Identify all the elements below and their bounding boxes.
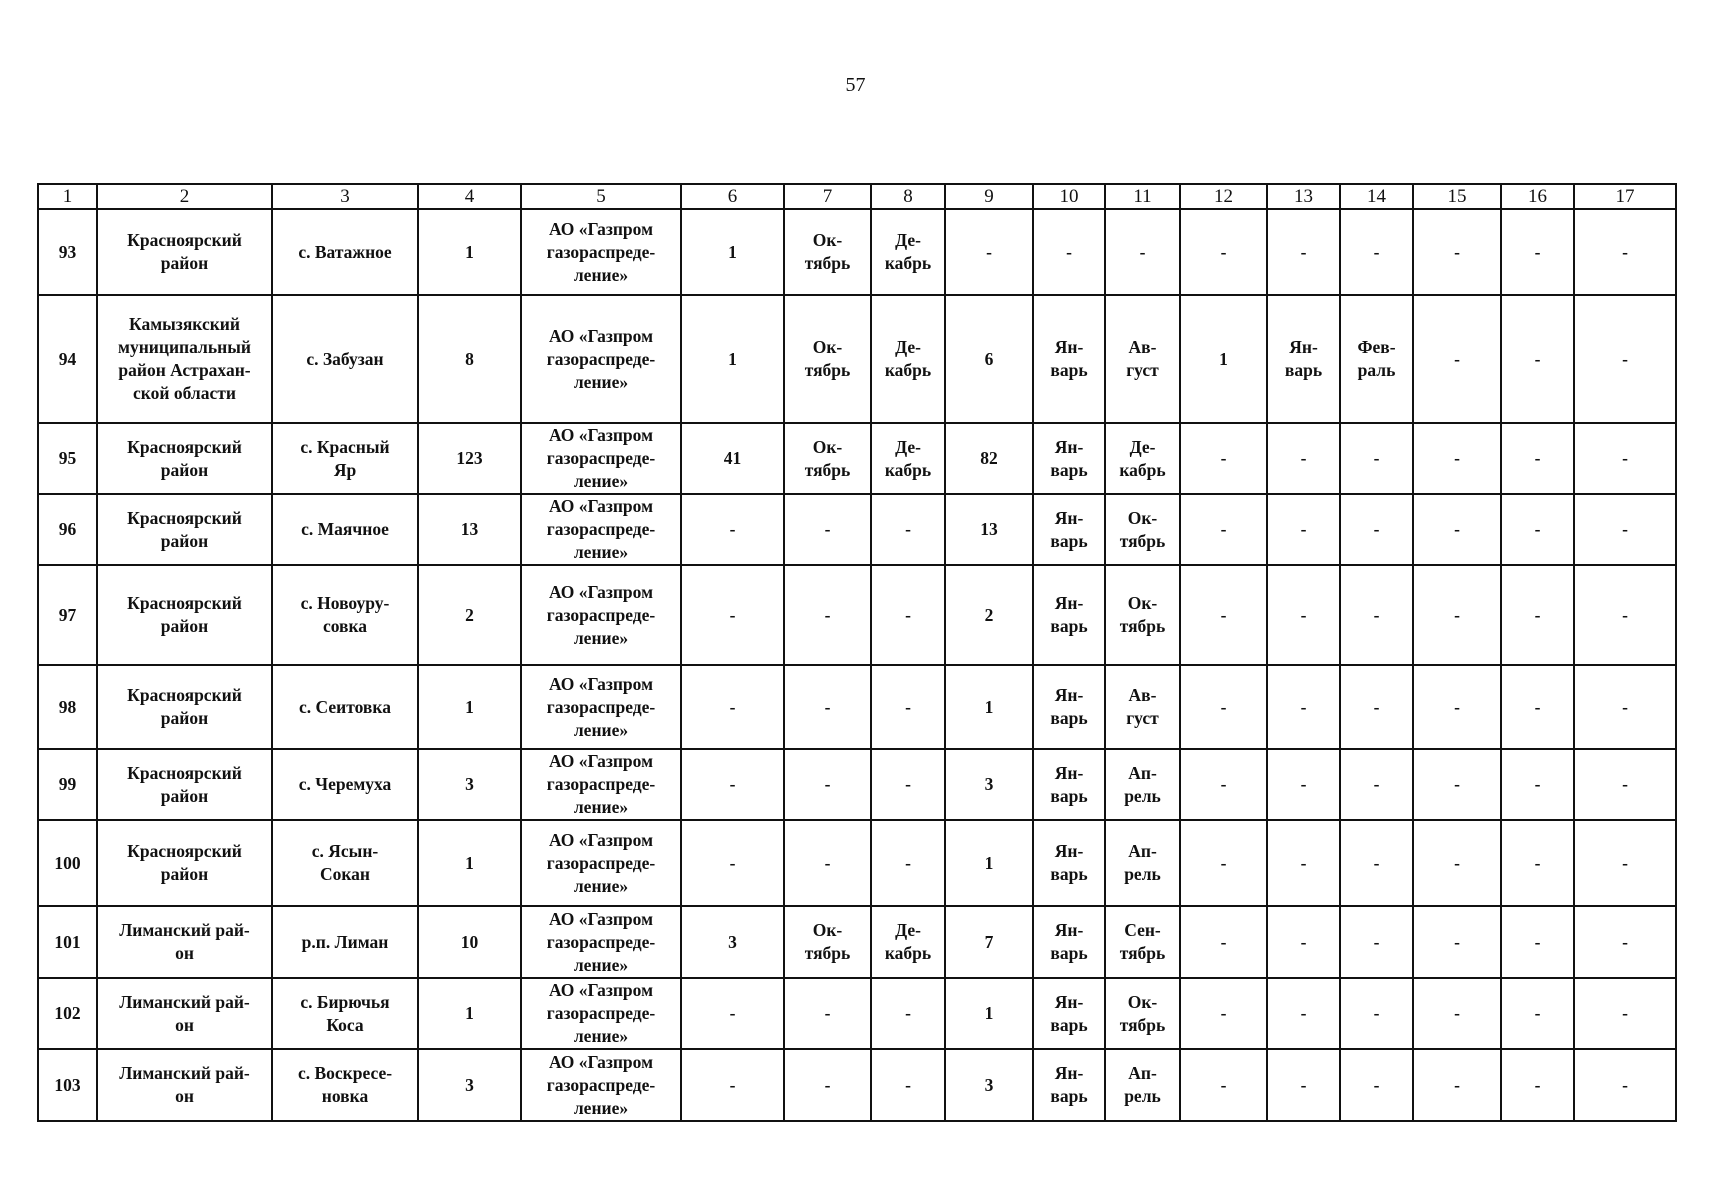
table-cell: Сен- тябрь: [1105, 906, 1180, 978]
column-header: 4: [418, 184, 521, 209]
table-cell: -: [1340, 906, 1413, 978]
row-number-cell: 94: [38, 295, 97, 423]
table-cell: Ок- тябрь: [1105, 978, 1180, 1049]
table-cell: 3: [418, 1049, 521, 1121]
table-cell: 3: [418, 749, 521, 820]
column-header: 2: [97, 184, 272, 209]
column-header: 3: [272, 184, 418, 209]
table-cell: АО «Газпром газораспреде- ление»: [521, 494, 681, 565]
table-cell: -: [1574, 494, 1676, 565]
table-cell: -: [784, 565, 871, 665]
table-cell: АО «Газпром газораспреде- ление»: [521, 209, 681, 295]
table-cell: Лиманский рай- он: [97, 978, 272, 1049]
table-cell: -: [1574, 820, 1676, 906]
table-cell: 123: [418, 423, 521, 494]
table-cell: -: [1413, 978, 1501, 1049]
table-body: [38, 209, 1676, 1121]
table-cell: -: [945, 209, 1033, 295]
table-cell: -: [1413, 209, 1501, 295]
table-cell: 1: [418, 978, 521, 1049]
table-cell: с. Ясын- Сокан: [272, 820, 418, 906]
table-cell: -: [1267, 820, 1340, 906]
column-header: 8: [871, 184, 945, 209]
table-cell: Красноярский район: [97, 749, 272, 820]
table-cell: -: [1501, 749, 1574, 820]
table-cell: -: [784, 820, 871, 906]
table-cell: Ав- густ: [1105, 665, 1180, 749]
table-cell: Ян- варь: [1033, 565, 1105, 665]
row-number-cell: 103: [38, 1049, 97, 1121]
table-row: [38, 665, 1676, 749]
table-cell: -: [871, 749, 945, 820]
table-cell: 6: [945, 295, 1033, 423]
table-cell: 1: [1180, 295, 1267, 423]
table-cell: -: [1501, 820, 1574, 906]
table-cell: -: [681, 749, 784, 820]
table-cell: -: [871, 565, 945, 665]
table-cell: -: [871, 978, 945, 1049]
table-row: [38, 565, 1676, 665]
table-cell: с. Сеитовка: [272, 665, 418, 749]
table-cell: 41: [681, 423, 784, 494]
column-header: 10: [1033, 184, 1105, 209]
table-cell: Ап- рель: [1105, 820, 1180, 906]
table-cell: Красноярский район: [97, 565, 272, 665]
table-cell: -: [1340, 209, 1413, 295]
table-cell: 1: [681, 295, 784, 423]
table-cell: Ок- тябрь: [784, 295, 871, 423]
table-cell: -: [1180, 565, 1267, 665]
table-cell: АО «Газпром газораспреде- ление»: [521, 820, 681, 906]
table-cell: с. Новоуру- совка: [272, 565, 418, 665]
table-cell: Камызякский муниципальный район Астрахан- ской области: [97, 295, 272, 423]
table-cell: 1: [681, 209, 784, 295]
row-number-cell: 93: [38, 209, 97, 295]
table-cell: -: [1180, 906, 1267, 978]
table-cell: -: [1501, 665, 1574, 749]
table-cell: 2: [945, 565, 1033, 665]
table-cell: Ян- варь: [1033, 423, 1105, 494]
table-cell: 82: [945, 423, 1033, 494]
table-row: [38, 820, 1676, 906]
table-cell: АО «Газпром газораспреде- ление»: [521, 906, 681, 978]
table-cell: АО «Газпром газораспреде- ление»: [521, 1049, 681, 1121]
table-cell: Ян- варь: [1033, 665, 1105, 749]
table-cell: 1: [945, 820, 1033, 906]
table-cell: -: [1413, 906, 1501, 978]
table-cell: -: [1501, 906, 1574, 978]
table-cell: Де- кабрь: [871, 209, 945, 295]
table-cell: Красноярский район: [97, 423, 272, 494]
table-cell: -: [784, 749, 871, 820]
column-header: 13: [1267, 184, 1340, 209]
table-row: [38, 906, 1676, 978]
table-cell: 3: [681, 906, 784, 978]
column-header: 14: [1340, 184, 1413, 209]
table-cell: Ок- тябрь: [1105, 565, 1180, 665]
table-cell: с. Воскресе- новка: [272, 1049, 418, 1121]
table-cell: АО «Газпром газораспреде- ление»: [521, 295, 681, 423]
table-cell: -: [681, 820, 784, 906]
table-cell: Ян- варь: [1033, 749, 1105, 820]
table-cell: -: [871, 1049, 945, 1121]
table-cell: 8: [418, 295, 521, 423]
table-cell: -: [1267, 749, 1340, 820]
table-cell: -: [1180, 749, 1267, 820]
table-cell: -: [1180, 665, 1267, 749]
column-header: 16: [1501, 184, 1574, 209]
table-cell: -: [1180, 978, 1267, 1049]
table-cell: -: [1574, 906, 1676, 978]
table-cell: 2: [418, 565, 521, 665]
table-cell: Ок- тябрь: [784, 423, 871, 494]
column-header: 12: [1180, 184, 1267, 209]
table-cell: -: [1574, 665, 1676, 749]
table-cell: 3: [945, 749, 1033, 820]
table-cell: Фев- раль: [1340, 295, 1413, 423]
table-cell: -: [1501, 1049, 1574, 1121]
table-cell: Де- кабрь: [871, 295, 945, 423]
table-cell: -: [681, 1049, 784, 1121]
table-cell: -: [1180, 1049, 1267, 1121]
table-cell: -: [681, 565, 784, 665]
column-header: 17: [1574, 184, 1676, 209]
table-cell: 13: [418, 494, 521, 565]
table-row: [38, 209, 1676, 295]
table-cell: -: [1574, 209, 1676, 295]
table-cell: 1: [418, 665, 521, 749]
table-cell: 1: [945, 978, 1033, 1049]
table-cell: -: [1105, 209, 1180, 295]
column-header: 6: [681, 184, 784, 209]
table-cell: -: [1413, 1049, 1501, 1121]
table-row: [38, 978, 1676, 1049]
table-cell: Ок- тябрь: [1105, 494, 1180, 565]
table-cell: -: [1180, 209, 1267, 295]
row-number-cell: 99: [38, 749, 97, 820]
table-cell: -: [784, 1049, 871, 1121]
table-cell: -: [1267, 423, 1340, 494]
table-cell: -: [1267, 1049, 1340, 1121]
table-cell: с. Черемуха: [272, 749, 418, 820]
table-row: [38, 749, 1676, 820]
table-cell: Лиманский рай- он: [97, 1049, 272, 1121]
table-cell: АО «Газпром газораспреде- ление»: [521, 565, 681, 665]
table-cell: -: [1574, 749, 1676, 820]
table-cell: Ян- варь: [1033, 1049, 1105, 1121]
table-cell: -: [1033, 209, 1105, 295]
table-cell: Ян- варь: [1033, 494, 1105, 565]
table-cell: -: [1340, 665, 1413, 749]
table-row: [38, 295, 1676, 423]
table-cell: -: [681, 494, 784, 565]
table-row: [38, 1049, 1676, 1121]
table-cell: -: [871, 494, 945, 565]
table-cell: Красноярский район: [97, 494, 272, 565]
table-cell: Ян- варь: [1033, 906, 1105, 978]
table-cell: -: [1267, 565, 1340, 665]
table-cell: -: [1501, 565, 1574, 665]
table-cell: АО «Газпром газораспреде- ление»: [521, 423, 681, 494]
table-cell: АО «Газпром газораспреде- ление»: [521, 665, 681, 749]
table-cell: -: [1180, 494, 1267, 565]
table-cell: 1: [418, 820, 521, 906]
table-cell: -: [784, 665, 871, 749]
table-cell: -: [1413, 565, 1501, 665]
table-cell: -: [1574, 1049, 1676, 1121]
table-cell: -: [681, 665, 784, 749]
table-cell: Ап- рель: [1105, 1049, 1180, 1121]
row-number-cell: 102: [38, 978, 97, 1049]
table-cell: Ян- варь: [1033, 295, 1105, 423]
table-cell: Ап- рель: [1105, 749, 1180, 820]
table-cell: Де- кабрь: [871, 906, 945, 978]
table-row: [38, 494, 1676, 565]
column-header: 15: [1413, 184, 1501, 209]
table-cell: Красноярский район: [97, 665, 272, 749]
table-cell: -: [1501, 423, 1574, 494]
table-cell: Красноярский район: [97, 820, 272, 906]
row-number-cell: 98: [38, 665, 97, 749]
table-cell: АО «Газпром газораспреде- ление»: [521, 978, 681, 1049]
table-cell: 1: [945, 665, 1033, 749]
column-header: 1: [38, 184, 97, 209]
table-cell: -: [1501, 494, 1574, 565]
table-cell: -: [1574, 295, 1676, 423]
table-cell: -: [1267, 494, 1340, 565]
table-cell: -: [1340, 494, 1413, 565]
table-cell: -: [1180, 820, 1267, 906]
table-cell: 13: [945, 494, 1033, 565]
table-cell: -: [1267, 665, 1340, 749]
table-cell: -: [1340, 1049, 1413, 1121]
table-cell: с. Бирючья Коса: [272, 978, 418, 1049]
table-cell: -: [1574, 978, 1676, 1049]
table-cell: р.п. Лиман: [272, 906, 418, 978]
table-cell: -: [1413, 749, 1501, 820]
table-cell: Ок- тябрь: [784, 906, 871, 978]
table-cell: 3: [945, 1049, 1033, 1121]
table-cell: 10: [418, 906, 521, 978]
data-table: [37, 183, 1677, 1122]
table-cell: -: [1267, 906, 1340, 978]
column-header: 11: [1105, 184, 1180, 209]
table-cell: с. Красный Яр: [272, 423, 418, 494]
table-row: [38, 423, 1676, 494]
table-cell: Ян- варь: [1033, 978, 1105, 1049]
page-number: 57: [845, 74, 866, 96]
row-number-cell: 101: [38, 906, 97, 978]
table-cell: -: [1267, 209, 1340, 295]
table-cell: -: [1574, 565, 1676, 665]
table-cell: -: [1413, 820, 1501, 906]
table-cell: с. Забузан: [272, 295, 418, 423]
table-cell: -: [784, 978, 871, 1049]
header-row: [38, 184, 1676, 209]
table-cell: -: [1501, 978, 1574, 1049]
row-number-cell: 97: [38, 565, 97, 665]
table-cell: -: [871, 820, 945, 906]
table-cell: -: [1180, 423, 1267, 494]
table-cell: Красноярский район: [97, 209, 272, 295]
table-cell: с. Ватажное: [272, 209, 418, 295]
table-cell: -: [784, 494, 871, 565]
table-cell: -: [1340, 749, 1413, 820]
table-cell: Де- кабрь: [1105, 423, 1180, 494]
table-cell: -: [1413, 494, 1501, 565]
table-cell: Ок- тябрь: [784, 209, 871, 295]
table-cell: -: [1501, 209, 1574, 295]
table-cell: -: [1413, 423, 1501, 494]
table-cell: Ав- густ: [1105, 295, 1180, 423]
table-cell: -: [1340, 820, 1413, 906]
row-number-cell: 100: [38, 820, 97, 906]
table-cell: -: [1574, 423, 1676, 494]
table-cell: 7: [945, 906, 1033, 978]
table-cell: -: [1340, 565, 1413, 665]
row-number-cell: 96: [38, 494, 97, 565]
table-cell: 1: [418, 209, 521, 295]
table-cell: Де- кабрь: [871, 423, 945, 494]
table-cell: -: [871, 665, 945, 749]
table-cell: Ян- варь: [1267, 295, 1340, 423]
table-cell: Ян- варь: [1033, 820, 1105, 906]
table-cell: -: [1267, 978, 1340, 1049]
table-cell: -: [681, 978, 784, 1049]
table-cell: с. Маячное: [272, 494, 418, 565]
table-cell: -: [1413, 295, 1501, 423]
table-cell: -: [1501, 295, 1574, 423]
table-cell: -: [1340, 423, 1413, 494]
table-cell: -: [1340, 978, 1413, 1049]
column-header: 5: [521, 184, 681, 209]
column-header: 9: [945, 184, 1033, 209]
table-cell: -: [1413, 665, 1501, 749]
table-cell: Лиманский рай- он: [97, 906, 272, 978]
table-cell: АО «Газпром газораспреде- ление»: [521, 749, 681, 820]
column-header: 7: [784, 184, 871, 209]
row-number-cell: 95: [38, 423, 97, 494]
